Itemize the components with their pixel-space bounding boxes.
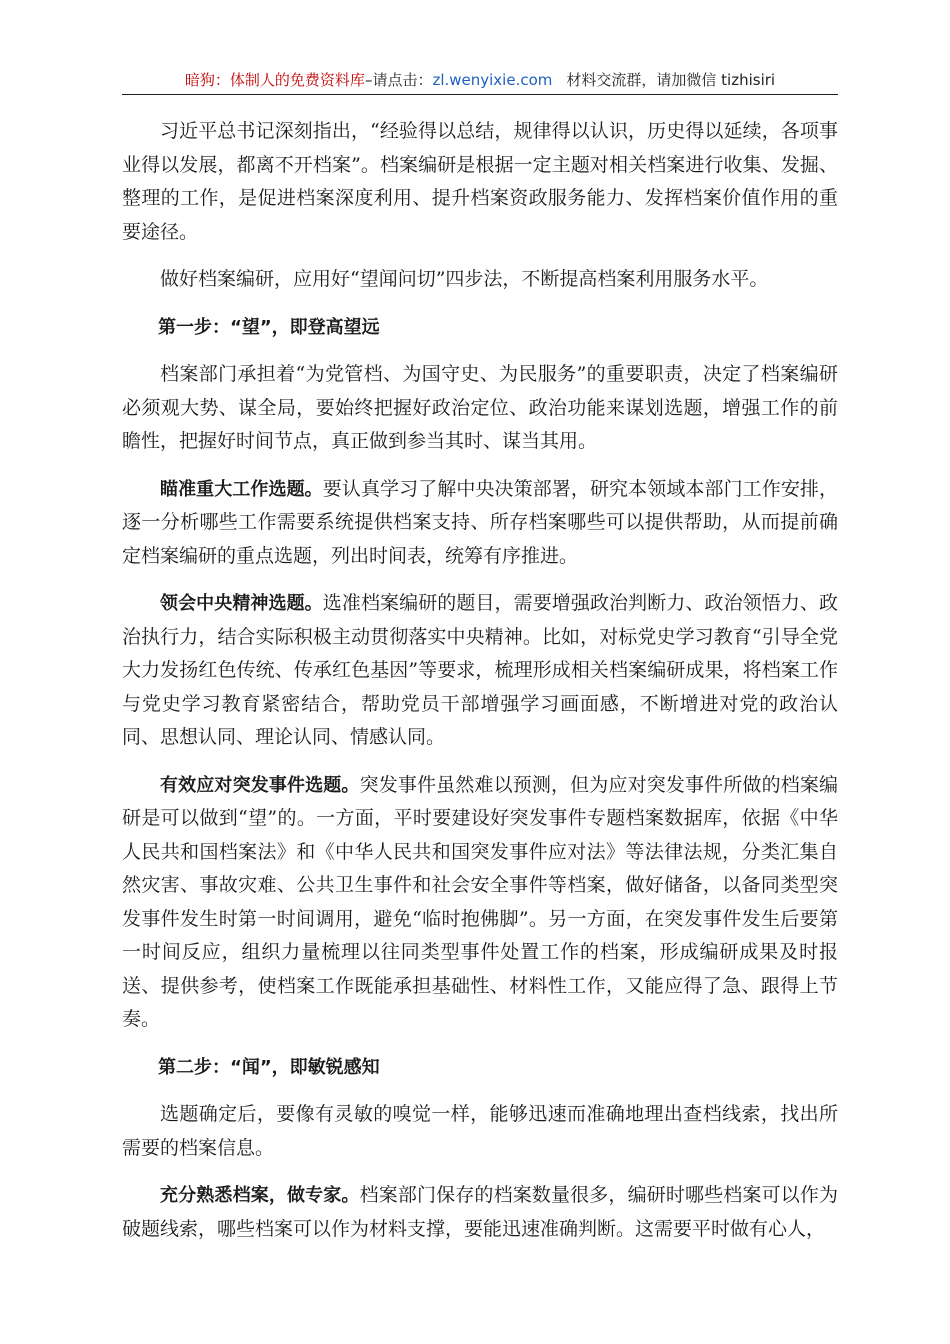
section-heading-step-1: 第一步：“望”，即登高望远 <box>158 316 380 338</box>
paragraph-step-1-intro: 档案部门承担着“为党管档、为国守史、为民服务”的重要职责，决定了档案编研必须观大势、谋全局，要始终把握好政治定位、政治功能来谋划选题，增强工作的前瞻性，把握好时间节点，真正做到参当其时、谋当其用。 <box>122 363 838 452</box>
paragraph-intro: 习近平总书记深刻指出，“经验得以总结，规律得以认识，历史得以延续，各项事业得以发展，都离不开档案”。档案编研是根据一定主题对相关档案进行收集、发掘、整理的工作，是促进档案深度利用、提升档案资政服务能力、发挥档案价值作用的重要途径。 <box>122 120 838 243</box>
paragraph-body: 档案部门保存的档案数量很多，编研时哪些档案可以作为破题线索，哪些档案可以作为材料支撑，要能迅速准确判断。这需要平时做有心人， <box>122 1184 838 1240</box>
paragraph-know-archives <box>122 1179 838 1246</box>
paragraph-summary: 做好档案编研，应用好“望闻问切”四步法，不断提高档案利用服务水平。 <box>160 268 769 290</box>
paragraph-body: 要认真学习了解中央决策部署，研究本领域本部门工作安排，逐一分析哪些工作需要系统提供档案支持、所存档案哪些可以提供帮助，从而提前确定档案编研的重点选题，列出时间表，统筹有序推进。 <box>122 477 838 567</box>
paragraph-lead: 充分熟悉档案，做专家。 <box>160 1185 360 1206</box>
article-body <box>122 115 838 1260</box>
page-header <box>122 68 838 95</box>
paragraph-body: 选准档案编研的题目，需要增强政治判断力、政治领悟力、政治执行力，结合实际积极主动贯彻落实中央精神。比如，对标党史学习教育“引导全党大力发扬红色传统、传承红色基因”等要求，梳理形成相关档案编研成果，将档案工作与党史学习教育紧密结合，帮助党员干部增强学习画面感，不断增进对党的政治认同、思想认同、理论认同、情感认同。 <box>122 592 838 748</box>
header-click-prompt: –请点击： <box>364 71 433 89</box>
paragraph-major-work-topics <box>122 473 838 574</box>
paragraph-central-spirit-topics <box>122 587 838 755</box>
paragraph-lead: 瞄准重大工作选题。 <box>160 478 323 500</box>
paragraph-emergency-topics <box>122 769 838 1037</box>
paragraph-step-2-intro: 选题确定后，要像有灵敏的嗅觉一样，能够迅速而准确地理出查档线索，找出所需要的档案信息。 <box>122 1103 838 1159</box>
paragraph-body: 突发事件虽然难以预测，但为应对突发事件所做的档案编研是可以做到“望”的。一方面，平时要建设好突发事件专题档案数据库，依据《中华人民共和国档案法》和《中华人民共和国突发事件应对法》等法律法规，分类汇集自然灾害、事故灾难、公共卫生事件和社会安全事件等档案，做好储备，以备同类型突发事件发生时第一时间调用，避免“临时抱佛脚”。另一方面，在突发事件发生后要第一时间反应，组织力量梳理以往同类型事件处置工作的档案，形成编研成果及时报送、提供参考，使档案工作既能承担基础性、材料性工作，又能应得了急、跟得上节奏。 <box>122 773 838 1030</box>
paragraph-lead: 领会中央精神选题。 <box>160 593 323 614</box>
header-link[interactable]: zl.wenyixie.com <box>432 71 553 89</box>
section-heading-step-2: 第二步：“闻”，即敏锐感知 <box>158 1056 380 1078</box>
paragraph-lead: 有效应对突发事件选题。 <box>160 774 360 796</box>
header-group-note: 材料交流群，请加微信 tizhisiri <box>566 71 776 89</box>
header-brand: 暗狗：体制人的免费资料库 <box>184 71 365 89</box>
